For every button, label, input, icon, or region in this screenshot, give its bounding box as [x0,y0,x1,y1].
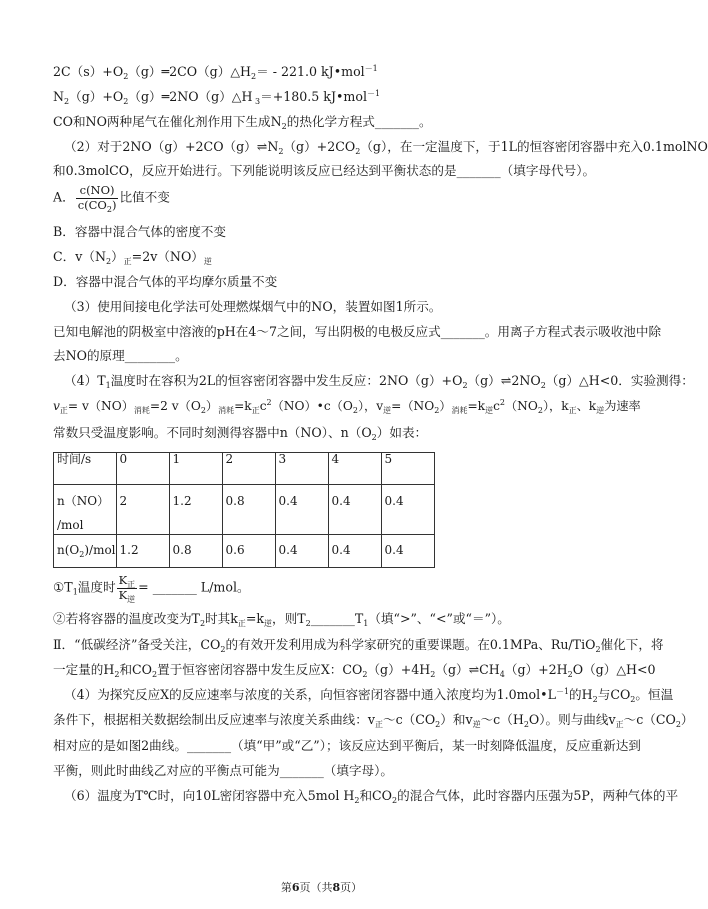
reaction-x-line: 一定量的$H_2$和$CO_2$置于恒容密闭容器中发生反应X：$CO_2(g)+4H_2(g)\rightleftharpoons CH_4(g)+2H_2O(g)\triangle H<0$ [53,662,656,679]
option-a: A． $\frac{c(NO)}{c(CO_2)}$ 比值不变 [53,183,170,214]
table-cell: 0.4 [381,485,434,535]
table-row-label: n（NO） /mol [54,485,117,535]
table-cell: 0.4 [381,535,434,568]
table-cell: 0.4 [275,485,328,535]
table-header-cell: 0 [116,453,169,485]
sub-question-1: $①T_1$温度时 $\frac{K_正}{K_逆}$ = _______ L/mol。 [53,573,250,604]
table-cell: 0.6 [222,535,275,568]
question-6-line: （6）温度为T℃时，向10L密闭容器中充入5mol $H_2$和$CO_2$的混合气体，此时容器内压强为5P，两种气体的平 [64,788,679,805]
table-header-cell: 2 [222,453,275,485]
question-4b-line-cont: 条件下，根据相关数据绘制出反应速率与浓度关系曲线：$v_正\sim c(CO_2)$和$v_逆\sim c(H_2O)$。则与曲线$v_正\sim c(CO_2)$ [53,712,694,729]
table-cell: 0.4 [328,535,381,568]
question-4-line: $(4)T_1$温度时在容积为2L的恒容密闭容器中发生反应：$2NO(g)+O_2(g)\rightleftharpoons 2NO_2(g)\triangle H<0$．实验测得： [64,373,694,390]
question-2-line: （2）对于$2NO(g)+2CO(g)\rightleftharpoons N_2(g)+2CO_2(g)$，在一定温度下，于1L的恒容密闭容器中充入0.1molNO [64,139,708,156]
option-d: D．容器中混合气体的平均摩尔质量不变 [53,274,278,289]
table-header-cell: 5 [381,453,434,485]
table-cell: 0.4 [275,535,328,568]
equation-line-2: $N_2(g)+O_2(g)═2NO(g)\triangle H$ $_3$＝+180.5 kJ•mol$^{-1}$ [53,89,381,106]
page-footer: 第6页（共8页） [280,881,363,894]
table-cell: 1.2 [169,485,222,535]
equation-line-1: $2C(s)+O_2(g)═2CO(g)\triangle H_2= - 221.0$ kJ•mol$^{-1}$ [53,64,378,81]
sub-question-2: ②若将容器的温度改变为$T_2$时其$k_正=k_逆$，则$T_2\_\_\_\_\_\_\_T_1$（填“>”、“<”或“＝”）。 [53,611,510,628]
question-4b-line-2: 相对应的是如图2曲线。_______（填“甲”或“乙”）；该反应达到平衡后，某一时刻降低温度，反应重新达到 [53,738,641,753]
table-header-cell: 1 [169,453,222,485]
rate-equation-line: $v_正= v(NO)_{消耗}=2$ $v(O_2)_{消耗}=k_正c^2(NO)•c(O_2)$，$v_逆=(NO_2)_{消耗}=k_逆c^2(NO_2)$，$k_正$、$k_逆$为速率 [53,398,641,415]
table-header-row [54,453,435,485]
table-header-cell: 3 [275,453,328,485]
question-4b-line: （4）为探究反应X的反应速率与浓度的关系，向恒容密闭容器中通入浓度均为$1.0mol•L^{-1}$的$H_2$与$CO_2$。恒温 [64,687,674,704]
question-4b-line-3: 平衡，则此时曲线乙对应的平衡点可能为_______（填字母）。 [53,763,394,778]
table-row-no [54,485,435,535]
question-3-line-cont: 已知电解池的阴极室中溶液的pH在4～7之间，写出阴极的电极反应式_______。用离子方程式表示吸收池中除 [53,324,662,339]
option-c: C．$v(N_2)_正=2v(NO)_逆$ [53,249,212,266]
option-b: B．容器中混合气体的密度不变 [53,224,226,239]
table-cell: 0.4 [328,485,381,535]
table-intro-line: 常数只受温度影响。不同时刻测得容器中n（NO）、$n(O_2)$如表： [53,425,428,442]
table-cell: 1.2 [116,535,169,568]
table-header-cell: 4 [328,453,381,485]
question-3-line-end: 去NO的原理________。 [53,348,188,363]
section-2-line: Ⅱ．“低碳经济”备受关注，$CO_2$的有效开发利用成为科学家研究的重要课题。在0.1MPa、Ru/TiO$_2$催化下，将 [53,637,664,654]
question-3-line: （3）使用间接电化学法可处理燃煤烟气中的NO，装置如图1所示。 [64,299,442,314]
ratio-fraction: $\frac{c(NO)}{c(CO_2)}$ [77,183,117,214]
table-header-cell: 时间/s [54,453,117,485]
question-2-line-cont: 和0.3molCO，反应开始进行。下列能说明该反应已经达到平衡状态的是_______（填字母代号）。 [53,163,596,178]
table-row-o2 [54,535,435,568]
question-text-line: CO和NO两种尾气在催化剂作用下生成$N_2$的热化学方程式_______。 [53,114,432,131]
table-cell: 2 [116,485,169,535]
data-table [53,452,435,568]
k-ratio-fraction: $\frac{K_正}{K_逆}$ [118,573,136,604]
table-cell: 0.8 [169,535,222,568]
table-cell: 0.8 [222,485,275,535]
table-row-label: $n(O_2)$/mol [54,535,117,568]
